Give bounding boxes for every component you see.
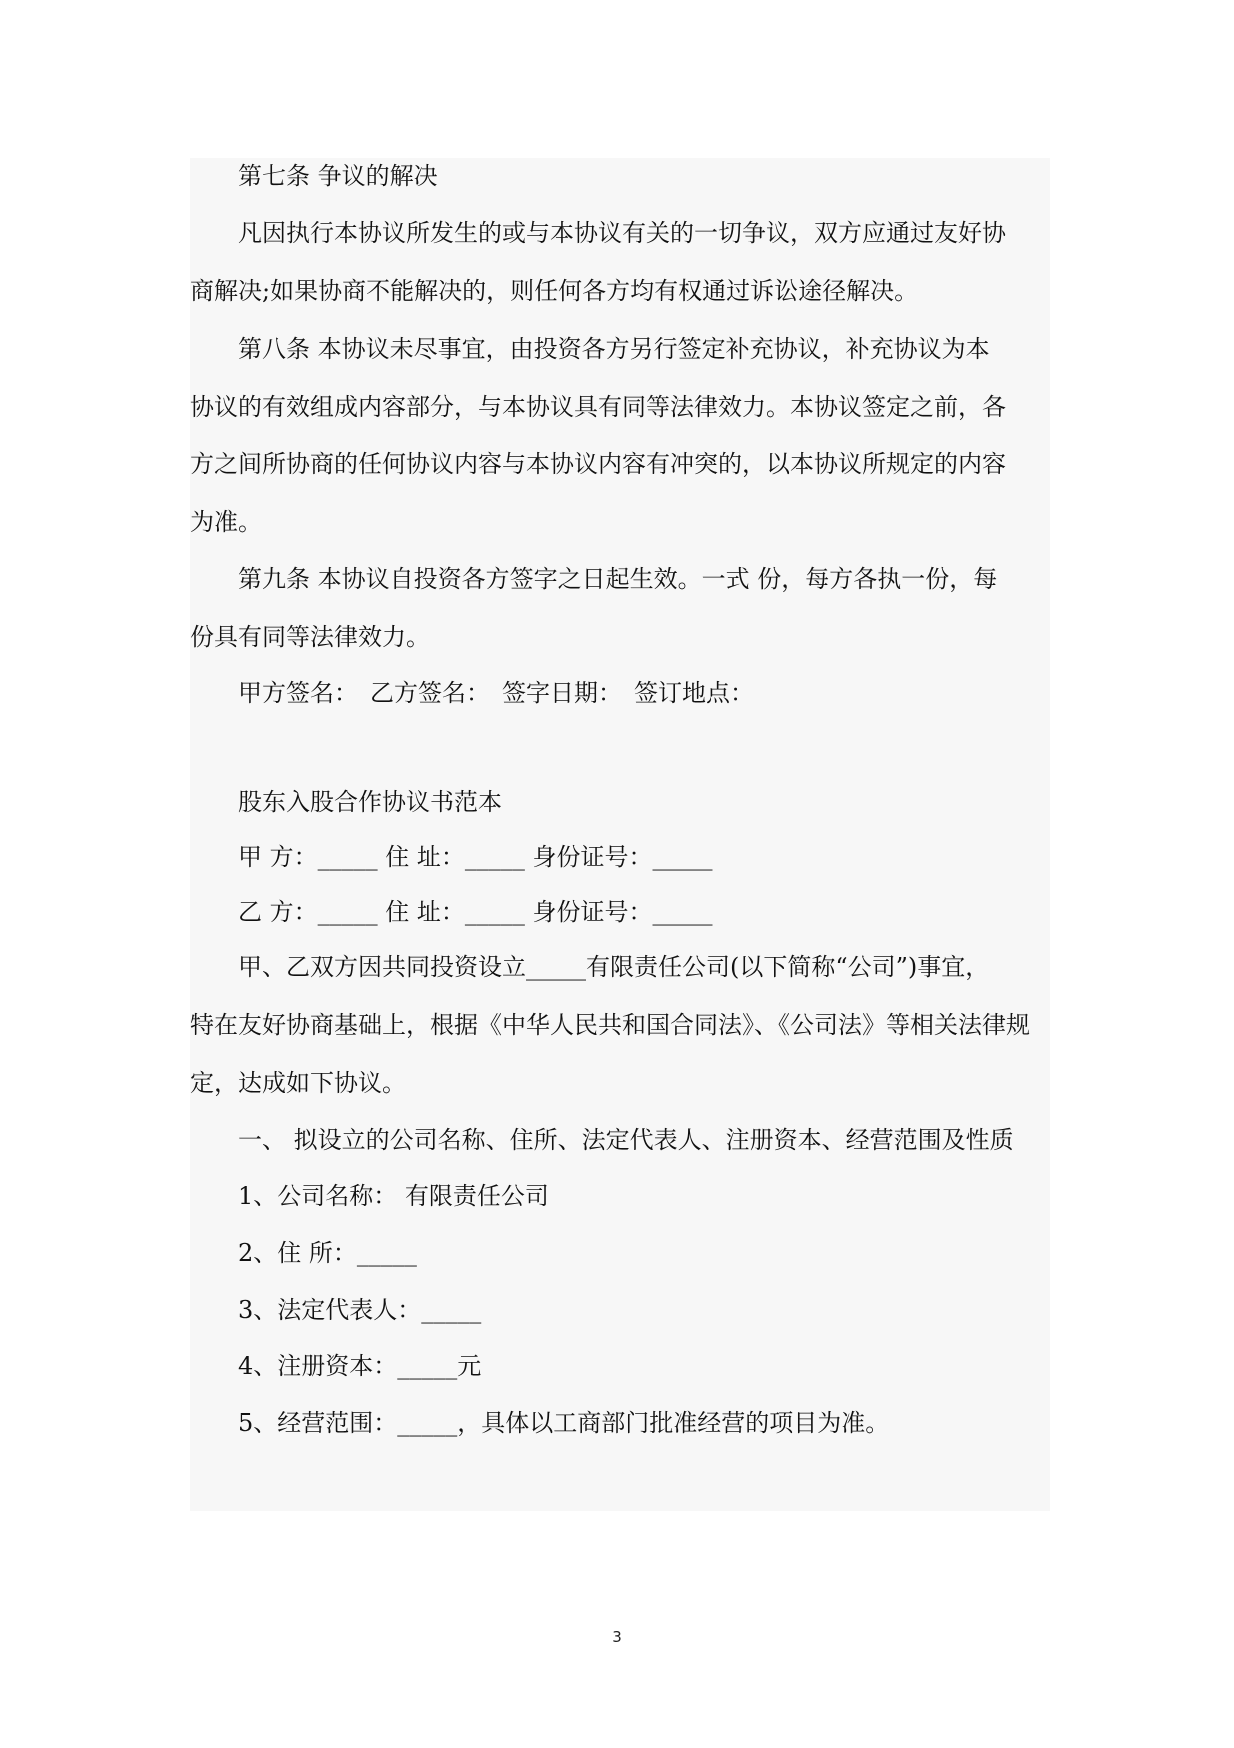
preamble-line: 定，达成如下协议。 <box>190 1069 406 1097</box>
paragraph-line: 份具有同等法律效力。 <box>190 623 430 651</box>
preamble-line: 甲、乙双方因共同投资设立_____有限责任公司(以下简称“公司”)事宜， <box>190 953 990 981</box>
paragraph-line: 凡因执行本协议所发生的或与本协议有关的一切争议，双方应通过友好协 <box>190 219 1006 247</box>
item-business-scope: 5、经营范围：_____，具体以工商部门批准经营的项目为准。 <box>190 1409 890 1437</box>
preamble-line: 特在友好协商基础上，根据《中华人民共和国合同法》、《公司法》等相关法律规 <box>190 1011 1030 1039</box>
item-address: 2、住 所：_____ <box>190 1239 417 1267</box>
item-registered-capital: 4、注册资本：_____元 <box>190 1352 482 1380</box>
article-7-heading: 第七条 争议的解决 <box>190 162 438 190</box>
page-number: 3 <box>612 1628 622 1646</box>
paragraph-line: 方之间所协商的任何协议内容与本协议内容有冲突的，以本协议所规定的内容 <box>190 450 1006 478</box>
item-company-name: 1、公司名称： 有限责任公司 <box>190 1182 549 1210</box>
section-1-heading: 一、 拟设立的公司名称、住所、法定代表人、注册资本、经营范围及性质 <box>190 1126 1014 1154</box>
party-a-line: 甲 方：_____ 住 址：_____ 身份证号：_____ <box>190 843 713 871</box>
item-legal-representative: 3、法定代表人：_____ <box>190 1296 482 1324</box>
signature-line: 甲方签名： 乙方签名： 签字日期： 签订地点： <box>190 679 754 707</box>
article-8-paragraph: 第八条 本协议未尽事宜，由投资各方另行签定补充协议，补充协议为本 <box>190 335 990 363</box>
party-b-line: 乙 方：_____ 住 址：_____ 身份证号：_____ <box>190 898 713 926</box>
article-9-paragraph: 第九条 本协议自投资各方签字之日起生效。一式 份，每方各执一份，每 <box>190 565 998 593</box>
paragraph-line: 协议的有效组成内容部分，与本协议具有同等法律效力。本协议签定之前，各 <box>190 393 1006 421</box>
paragraph-line: 商解决;如果协商不能解决的，则任何各方均有权通过诉讼途径解决。 <box>190 277 919 305</box>
agreement-title: 股东入股合作协议书范本 <box>190 788 502 816</box>
paragraph-line: 为准。 <box>190 508 262 536</box>
